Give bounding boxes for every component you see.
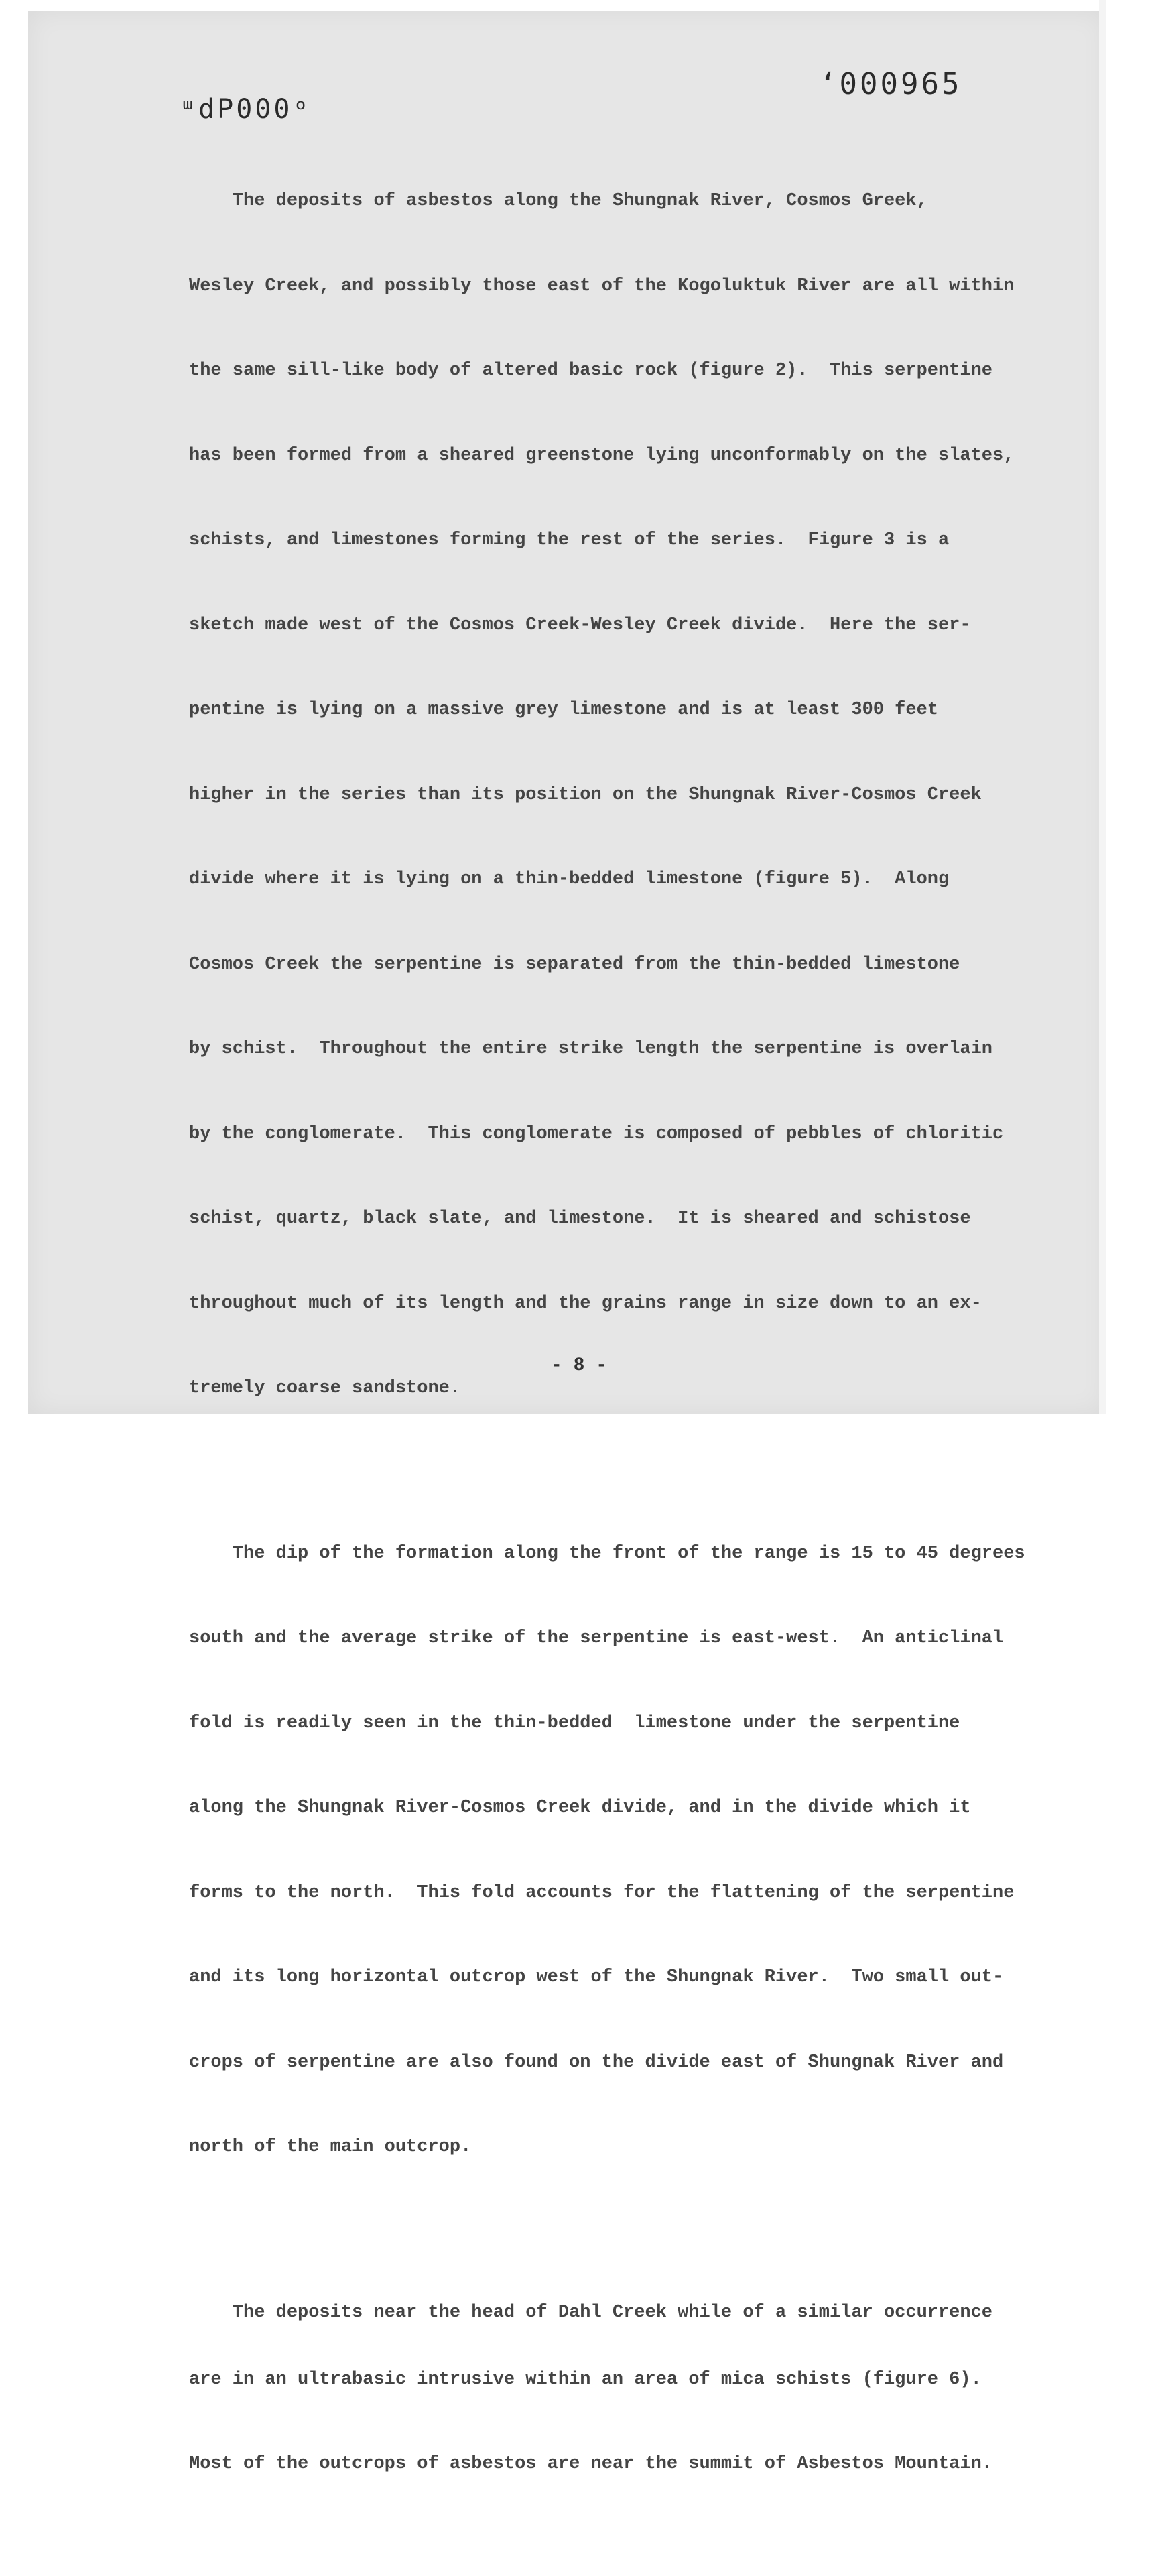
text-line: schists, and limestones forming the rest of the series. Figure 3 is a (189, 530, 950, 550)
text-line: along the Shungnak River-Cosmos Creek divide, and in the divide which it (189, 1798, 971, 1818)
text-line: by schist. Throughout the entire strike length the serpentine is overlain (189, 1039, 992, 1059)
text-line: the same sill-like body of altered basic rock (figure 2). This serpentine (189, 361, 992, 381)
page-number: - 8 - (550, 1355, 607, 1376)
text-line: by the conglomerate. This conglomerate is composed of pebbles of chloritic (189, 1123, 1004, 1144)
text-line: The deposits of asbestos along the Shungnak River, Cosmos Greek, (189, 191, 927, 211)
text-line: north of the main outcrop. (189, 2137, 472, 2157)
text-line: south and the average strike of the serpentine is east-west. An anticlinal (189, 1628, 1004, 1648)
text-line: crops of serpentine are also found on the divide east of Shungnak River and (189, 2052, 1004, 2073)
text-line: throughout much of its length and the grains range in size down to an ex- (189, 1293, 982, 1314)
text-line: Most of the outcrops of asbestos are near the summit of Asbestos Mountain. (189, 2454, 992, 2474)
text-line: divide where it is lying on a thin-bedded limestone (figure 5). Along (189, 869, 950, 890)
text-line: higher in the series than its position on the Shungnak River-Cosmos Creek (189, 784, 982, 805)
text-line: pentine is lying on a massive grey limestone and is at least 300 feet (189, 700, 938, 720)
page-edge (1099, 0, 1106, 1414)
text-line: has been formed from a sheared greenstone lying unconformably on the slates, (189, 445, 1015, 466)
paragraph-3 (189, 2259, 1067, 2536)
paragraph-2 (189, 1500, 1067, 2219)
text-line: fold is readily seen in the thin-bedded limestone under the serpentine (189, 1713, 960, 1733)
paragraph-1 (189, 147, 1067, 1460)
text-line: Cosmos Creek the serpentine is separated from the thin-bedded limestone (189, 954, 960, 975)
text-line: schist, quartz, black slate, and limestone. It is sheared and schistose (189, 1209, 971, 1229)
text-line: The deposits near the head of Dahl Creek while of a similar occurrence (189, 2302, 992, 2323)
text-line: sketch made west of the Cosmos Creek-Wesley Creek divide. Here the ser- (189, 615, 971, 635)
document-id-stamp-right: ʻ000965 (819, 67, 962, 101)
text-line: are in an ultrabasic intrusive within an area of mica schists (figure 6). (189, 2369, 982, 2390)
body-text (189, 107, 1067, 2576)
text-line: tremely coarse sandstone. (189, 1378, 461, 1398)
text-line: and its long horizontal outcrop west of the Shungnak River. Two small out- (189, 1967, 1004, 1987)
text-line: forms to the north. This fold accounts for the flattening of the serpentine (189, 1882, 1015, 1903)
text-line: Wesley Creek, and possibly those east of the Kogoluktuk River are all within (189, 275, 1015, 296)
document-id-stamp-left: ᵚdP000ᵒ (180, 94, 312, 125)
text-line: The dip of the formation along the front of the range is 15 to 45 degrees (189, 1543, 1025, 1564)
